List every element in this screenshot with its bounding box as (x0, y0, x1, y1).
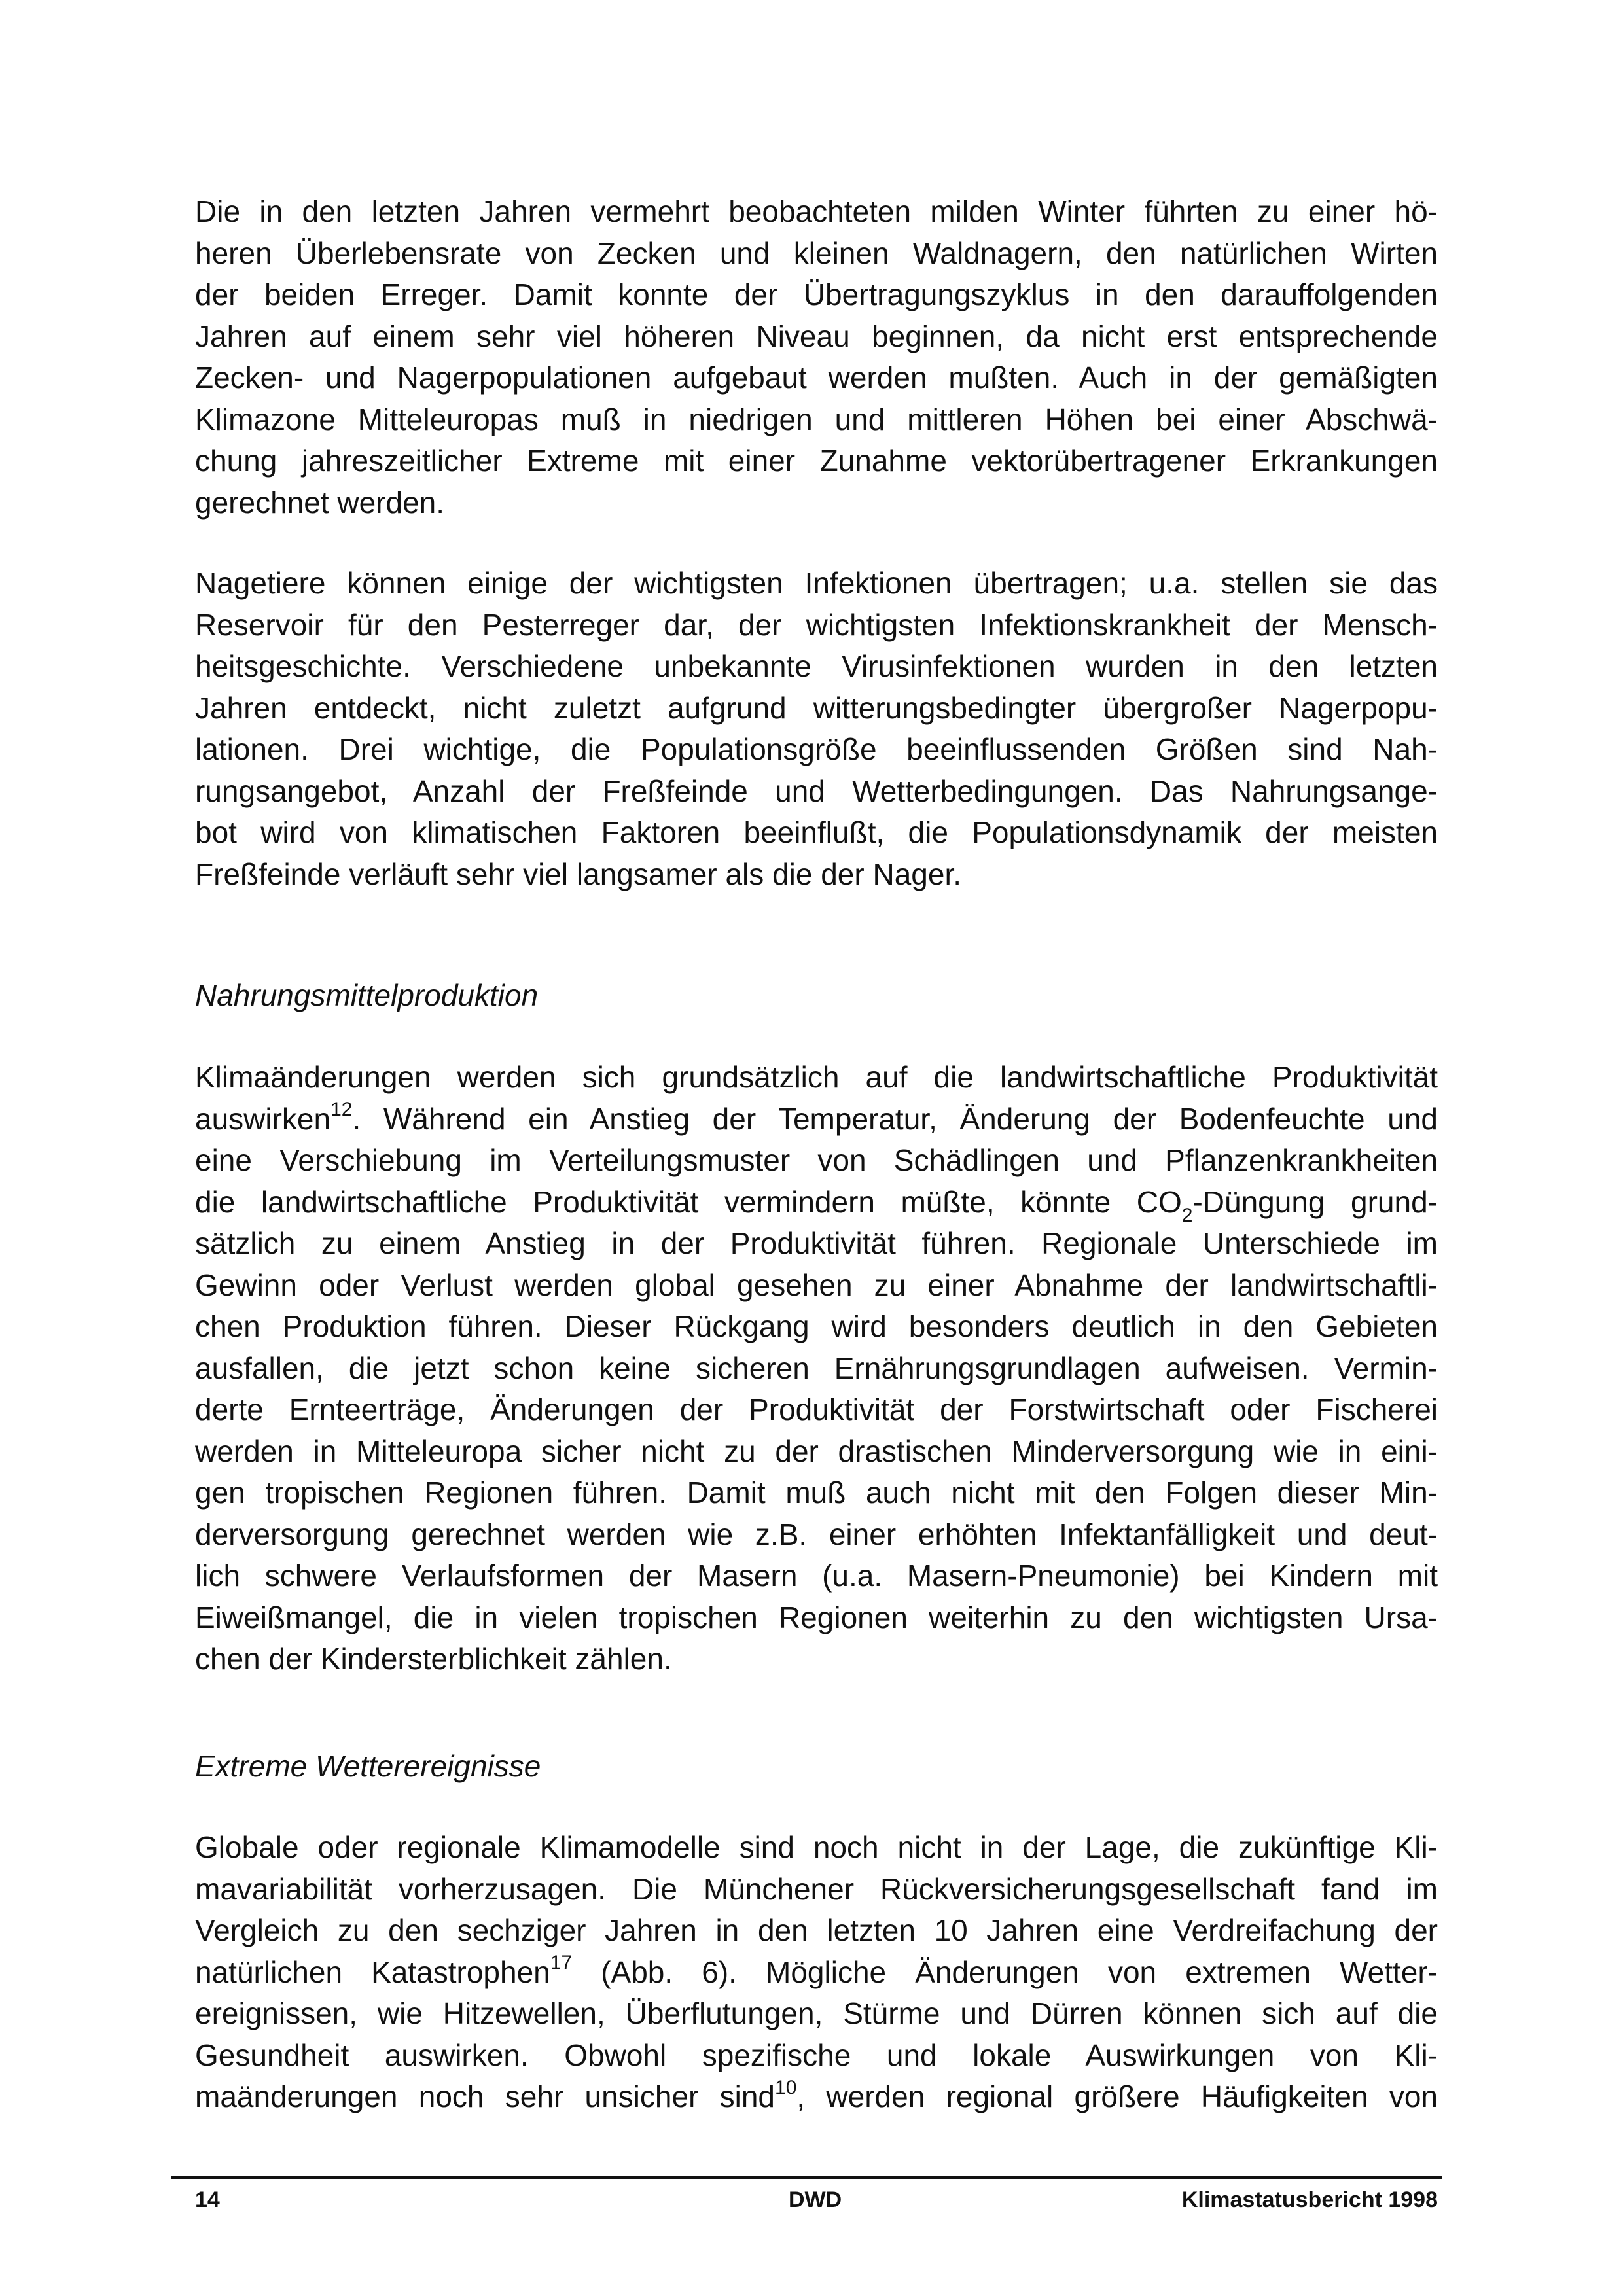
text-line: Eiweißmangel, die in vielen tropischen Regionen weiterhin zu den wichtigsten Ursa- (195, 1600, 1438, 1634)
text-line: derte Ernteerträge, Änderungen der Produktivität der Forstwirtschaft oder Fischerei (195, 1392, 1438, 1426)
text-line: lationen. Drei wichtige, die Populationsgröße beeinflussenden Größen sind Nah- (195, 732, 1438, 766)
text-line (195, 1952, 1438, 1994)
text-line: rungsangebot, Anzahl der Freßfeinde und Wetterbedingungen. Das Nahrungsange- (195, 773, 1438, 808)
text-fragment: (Abb. 6). Mögliche Änderungen von extremen Wetter- (572, 1954, 1438, 1989)
text-line: ausfallen, die jetzt schon keine sicheren Ernährungsgrundlagen aufweisen. Vermin- (195, 1351, 1438, 1385)
text-line: Jahren auf einem sehr viel höheren Niveau beginnen, da nicht erst entsprechende (195, 319, 1438, 353)
footer-divider (171, 2176, 1442, 2179)
text-line: Freßfeinde verläuft sehr viel langsamer als die der Nager. (195, 857, 962, 891)
text-line: Gesundheit auswirken. Obwohl spezifische und lokale Auswirkungen von Kli- (195, 2038, 1438, 2072)
footnote-ref: 12 (330, 1099, 353, 1121)
text-fragment: auswirken (195, 1101, 331, 1136)
text-line: chen Produktion führen. Dieser Rückgang wird besonders deutlich in den Gebieten (195, 1309, 1438, 1343)
paragraph-zecken (195, 191, 1438, 523)
paragraph-nahrungsmittel (195, 1057, 1438, 1680)
footer-report-title: Klimastatusbericht 1998 (1181, 2187, 1438, 2212)
text-line: chung jahreszeitlicher Extreme mit einer Zunahme vektorübertragener Erkrankungen (195, 444, 1438, 478)
text-line (195, 1099, 1438, 1140)
section-heading-nahrungsmittelproduktion: Nahrungsmittelproduktion (195, 978, 539, 1012)
text-line: Zecken- und Nagerpopulationen aufgebaut werden mußten. Auch in der gemäßigten (195, 361, 1438, 395)
page-number: 14 (195, 2187, 220, 2212)
paragraph-wetterereignisse (195, 1827, 1438, 2118)
text-line: derversorgung gerechnet werden wie z.B. einer erhöhten Infektanfälligkeit und deut- (195, 1517, 1438, 1551)
text-line: eine Verschiebung im Verteilungsmuster von Schädlingen und Pflanzenkrankheiten (195, 1143, 1438, 1177)
footnote-ref: 10 (775, 2076, 797, 2098)
footnote-ref: 17 (550, 1952, 573, 1974)
section-heading-extreme-wetterereignisse: Extreme Wetterereignisse (195, 1749, 541, 1783)
footer-publisher: DWD (789, 2187, 842, 2212)
text-fragment: natürlichen Katastrophen (195, 1954, 550, 1989)
text-line (195, 1182, 1438, 1224)
text-line (195, 2076, 1438, 2118)
text-line: heren Überlebensrate von Zecken und kleinen Waldnagern, den natürlichen Wirten (195, 236, 1438, 270)
paragraph-nagetiere (195, 563, 1438, 895)
text-line: Klimaänderungen werden sich grundsätzlich auf die landwirtschaftliche Produktivität (195, 1060, 1438, 1094)
text-line: ereignissen, wie Hitzewellen, Überflutungen, Stürme und Dürren können sich auf die (195, 1996, 1438, 2030)
text-line: Gewinn oder Verlust werden global gesehen zu einer Abnahme der landwirtschaftli- (195, 1267, 1438, 1302)
text-line: chen der Kindersterblichkeit zählen. (195, 1642, 672, 1676)
text-fragment: die landwirtschaftliche Produktivität vermindern müßte, könnte CO (195, 1184, 1182, 1219)
text-fragment: . Während ein Anstieg der Temperatur, Änderung der Bodenfeuchte und (352, 1101, 1438, 1136)
text-line: lich schwere Verlaufsformen der Masern (u.a. Masern-Pneumonie) bei Kindern mit (195, 1559, 1438, 1593)
text-line: der beiden Erreger. Damit konnte der Übertragungszyklus in den darauffolgenden (195, 277, 1438, 311)
text-fragment: maänderungen noch sehr unsicher sind (195, 2079, 776, 2113)
text-line: Globale oder regionale Klimamodelle sind noch nicht in der Lage, die zukünftige Kli- (195, 1830, 1438, 1864)
text-line: mavariabilität vorherzusagen. Die Münchener Rückversicherungsgesellschaft fand im (195, 1871, 1438, 1906)
text-line: werden in Mitteleuropa sicher nicht zu der drastischen Minderversorgung wie in eini- (195, 1434, 1438, 1468)
text-line: Vergleich zu den sechziger Jahren in den letzten 10 Jahren eine Verdreifachung der (195, 1913, 1438, 1947)
text-line: gen tropischen Regionen führen. Damit muß auch nicht mit den Folgen dieser Min- (195, 1475, 1438, 1510)
text-fragment: , werden regional größere Häufigkeiten von (796, 2079, 1438, 2113)
text-line: Die in den letzten Jahren vermehrt beobachteten milden Winter führten zu einer hö- (195, 194, 1438, 228)
text-line: Klimazone Mitteleuropas muß in niedrigen und mittleren Höhen bei einer Abschwä- (195, 402, 1438, 436)
text-line: sätzlich zu einem Anstieg in der Produktivität führen. Regionale Unterschiede im (195, 1226, 1438, 1260)
text-line: gerechnet werden. (195, 485, 445, 520)
text-line: heitsgeschichte. Verschiedene unbekannte Virusinfektionen wurden in den letzten (195, 649, 1438, 683)
text-line: Reservoir für den Pesterreger dar, der wichtigsten Infektionskrankheit der Mensch- (195, 607, 1438, 642)
text-line: Nagetiere können einige der wichtigsten Infektionen übertragen; u.a. stellen sie das (195, 566, 1438, 600)
text-fragment: -Düngung grund- (1192, 1184, 1438, 1219)
subscript: 2 (1181, 1204, 1193, 1226)
text-line: Jahren entdeckt, nicht zuletzt aufgrund witterungsbedingter übergroßer Nagerpopu- (195, 690, 1438, 725)
text-line: bot wird von klimatischen Faktoren beeinflußt, die Populationsdynamik der meisten (195, 815, 1438, 849)
